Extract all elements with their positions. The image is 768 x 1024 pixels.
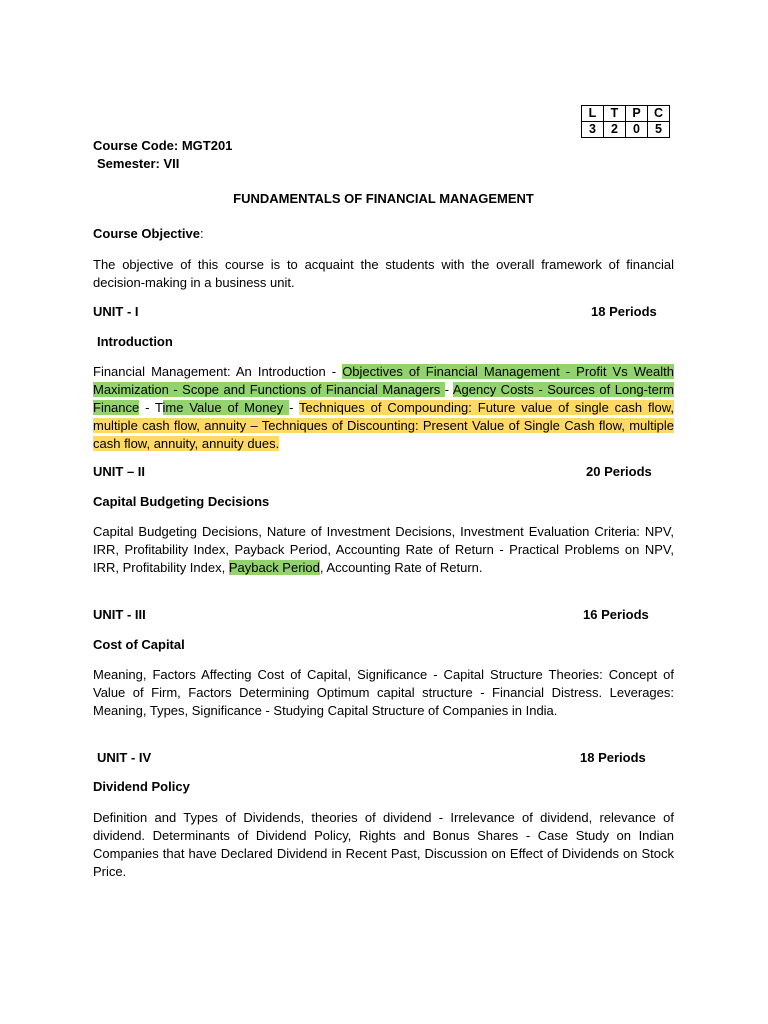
unit-1-seg-6: - (289, 400, 300, 415)
unit-4-seg-0: Definition and Types of Dividends, theories of dividend - Irrelevance of dividend, relevance of dividend. Determinants of Dividend Policy, Rights and Bonus Shares - Case Study on Indian Companies that have Declared Dividend in Recent Past, Discussion on Effect of Dividends on Stock Price. (93, 810, 674, 879)
unit-3-periods: 16 Periods (583, 607, 649, 622)
unit-3-label: UNIT - III (93, 607, 146, 622)
ltpc-header-p: P (626, 106, 648, 122)
ltpc-value-t: 2 (604, 122, 626, 138)
objective-text: The objective of this course is to acquaint the students with the overall framework of financial decision-making in a business unit. (93, 257, 674, 290)
unit-4-topic: Dividend Policy (93, 779, 190, 794)
unit-4-periods: 18 Periods (580, 750, 646, 765)
ltpc-header-row (582, 106, 670, 122)
ltpc-value-row (582, 122, 670, 138)
ltpc-table (581, 105, 670, 138)
unit-2-content (93, 523, 674, 577)
unit-1-seg-3: Agency Costs - Sources of Long-term Finance (93, 382, 674, 415)
objective-heading-line (93, 226, 204, 241)
unit-2-seg-2: , Accounting Rate of Return. (319, 560, 483, 575)
unit-2-topic: Capital Budgeting Decisions (93, 494, 270, 509)
unit-1-seg-0: Financial Management: An Introduction - (93, 364, 343, 379)
objective-colon: : (199, 226, 204, 241)
unit-4-label: UNIT - IV (97, 750, 152, 765)
unit-2-periods: 20 Periods (586, 464, 652, 479)
semester: Semester: VII (97, 156, 180, 171)
unit-1-seg-5: ime Value of Money (162, 400, 290, 415)
unit-1-periods: 18 Periods (591, 304, 657, 319)
objective-heading: Course Objective (93, 226, 200, 241)
course-title (93, 191, 674, 206)
ltpc-value-p: 0 (626, 122, 648, 138)
ltpc-value-c: 5 (648, 122, 670, 138)
ltpc-header-c: C (648, 106, 670, 122)
unit-1-content (93, 363, 674, 453)
unit-1-seg-2: - (444, 382, 453, 397)
unit-1-seg-7: Techniques of Compounding: Future value of single cash flow, multiple cash flow, annuity – Techniques of Discounting: Present Value of Single Cash flow, multiple cash flow, annuity, annuity dues. (93, 400, 674, 451)
ltpc-value-l: 3 (582, 122, 604, 138)
ltpc-header-l: L (582, 106, 604, 122)
unit-1-seg-4: - T (139, 400, 163, 415)
unit-1-topic: Introduction (97, 334, 173, 349)
unit-3-seg-0: Meaning, Factors Affecting Cost of Capital, Significance - Capital Structure Theories: Concept of Value of Firm, Factors Determining Optimum capital structure - Financial Distress. Leverages: Meaning, Types, Significance - Studying Capital Structure of Companies in India. (93, 667, 674, 718)
unit-2-seg-1: Payback Period (228, 560, 320, 575)
unit-2-label: UNIT – II (93, 464, 146, 479)
course-code: Course Code: MGT201 (93, 138, 233, 153)
unit-1-label: UNIT - I (93, 304, 139, 319)
unit-4-content (93, 809, 674, 881)
unit-2-seg-0: Capital Budgeting Decisions, Nature of Investment Decisions, Investment Evaluation Criteria: NPV, IRR, Profitability Index, Payback Period, Accounting Rate of Return - Practical Problems on NPV, IRR, Profitability Index, (93, 524, 674, 575)
unit-1-seg-1: Objectives of Financial Management - Profit Vs Wealth Maximization - Scope and Functions of Financial Managers (93, 364, 674, 397)
course-title-text: FUNDAMENTALS OF FINANCIAL MANAGEMENT (233, 191, 534, 206)
unit-3-topic: Cost of Capital (93, 637, 185, 652)
unit-3-content (93, 666, 674, 720)
ltpc-header-t: T (604, 106, 626, 122)
